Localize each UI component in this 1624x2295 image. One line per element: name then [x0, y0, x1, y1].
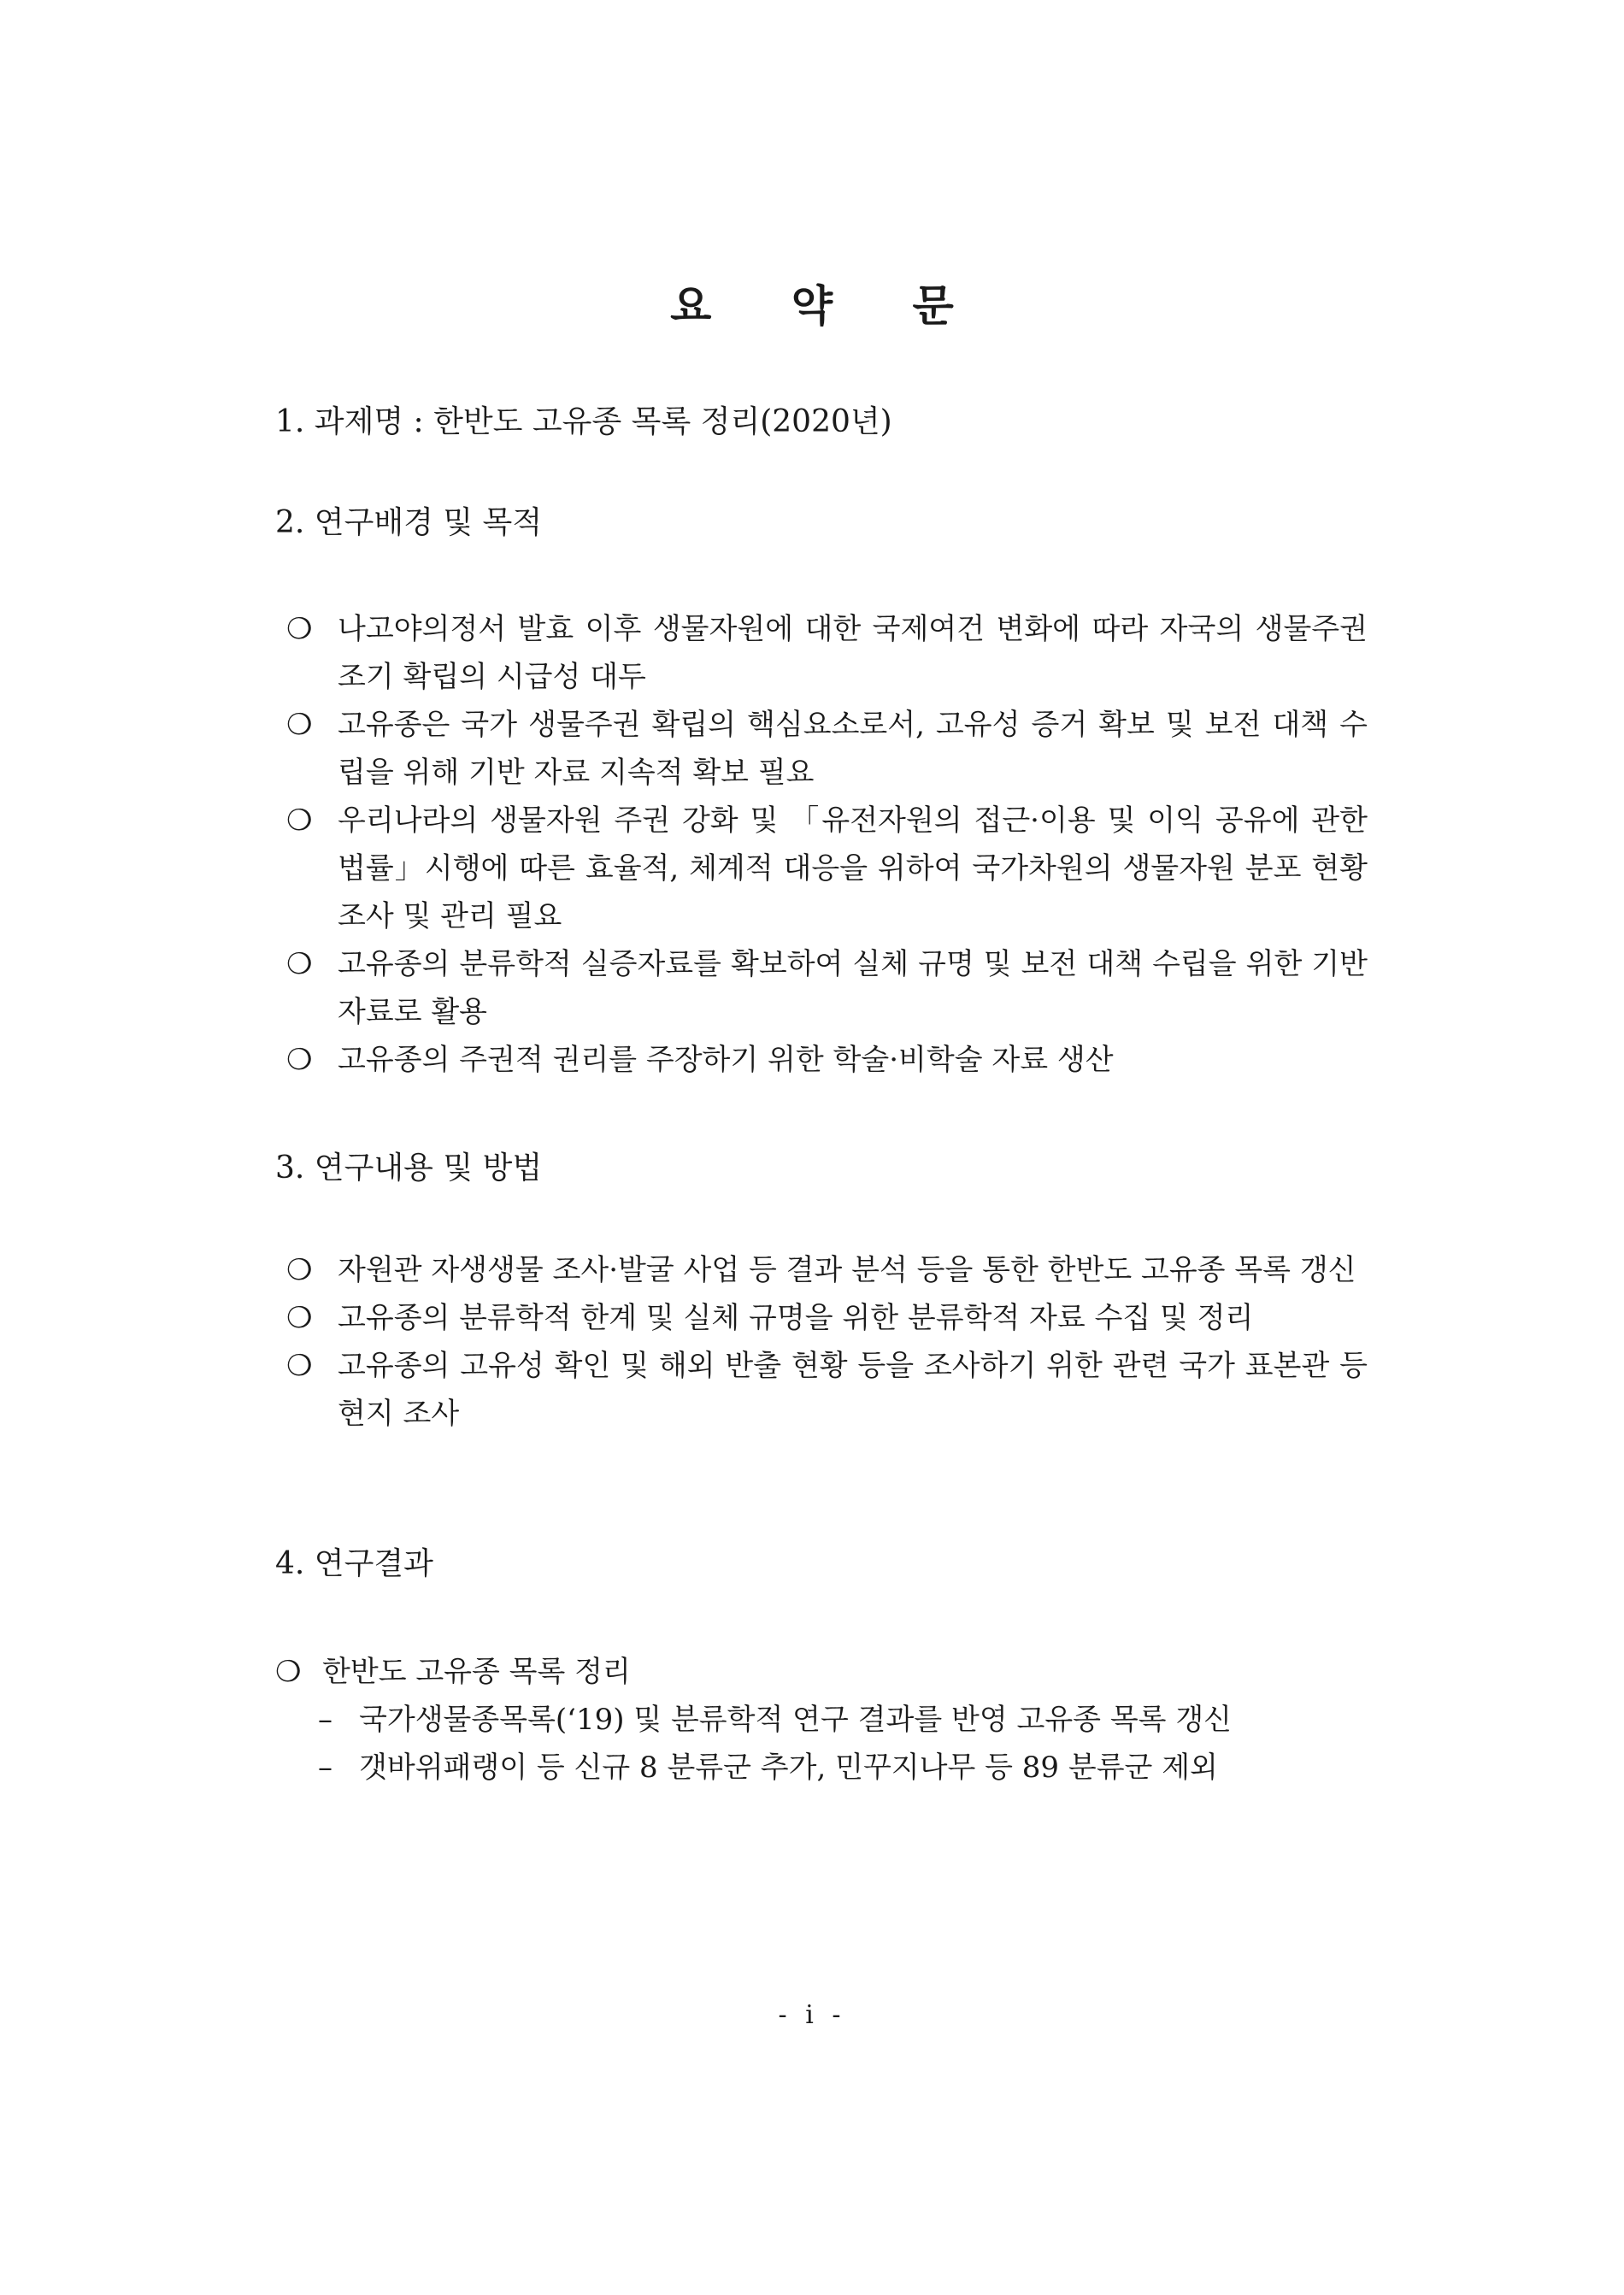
circle-bullet-icon: ❍ — [286, 1043, 313, 1077]
section-4-list — [275, 1648, 1386, 1792]
circle-bullet-icon: ❍ — [286, 1301, 313, 1335]
dash-bullet-icon: – — [318, 1751, 332, 1785]
dash-bullet-icon: – — [318, 1703, 332, 1737]
section-3-list — [286, 1246, 1368, 1438]
circle-bullet-icon: ❍ — [286, 708, 313, 742]
sub-list-item: – 갯바위패랭이 등 신규 8 분류군 추가, 민꾸지나무 등 89 분류군 제외 — [275, 1744, 1386, 1792]
section-3-heading: 3. 연구내용 및 방법 — [275, 1150, 543, 1186]
list-item: ❍ 한반도 고유종 목록 정리 — [275, 1648, 1386, 1696]
list-item: ❍ 고유종의 고유성 확인 및 해외 반출 현황 등을 조사하기 위한 관련 국가 표본관 등 현지 조사 — [286, 1342, 1368, 1438]
list-item: ❍ 고유종은 국가 생물주권 확립의 핵심요소로서, 고유성 증거 확보 및 보전 대책 수립을 위해 기반 자료 지속적 확보 필요 — [286, 701, 1368, 797]
section-2-list — [286, 605, 1368, 1084]
list-item: ❍ 고유종의 분류학적 한계 및 실체 규명을 위한 분류학적 자료 수집 및 정리 — [286, 1294, 1368, 1342]
list-item: ❍ 우리나라의 생물자원 주권 강화 및 「유전자원의 접근·이용 및 이익 공유에 관한 법률」시행에 따른 효율적, 체계적 대응을 위하여 국가차원의 생물자원 분포 현황 조사 및 관리 필요 — [286, 797, 1368, 940]
section-4-heading: 4. 연구결과 — [275, 1546, 433, 1581]
circle-bullet-icon: ❍ — [286, 947, 313, 981]
sub-list-item: – 국가생물종목록(‘19) 및 분류학적 연구 결과를 반영 고유종 목록 갱신 — [275, 1696, 1386, 1744]
circle-bullet-icon: ❍ — [286, 1253, 313, 1287]
circle-bullet-icon: ❍ — [286, 612, 313, 646]
circle-bullet-icon: ❍ — [286, 1349, 313, 1383]
circle-bullet-icon: ❍ — [286, 803, 313, 838]
section-2-heading: 2. 연구배경 및 목적 — [275, 505, 543, 540]
list-item: ❍ 자원관 자생생물 조사·발굴 사업 등 결과 분석 등을 통한 한반도 고유종 목록 갱신 — [286, 1246, 1368, 1294]
page-number: - i - — [778, 2000, 846, 2030]
list-item: ❍ 나고야의정서 발효 이후 생물자원에 대한 국제여건 변화에 따라 자국의 생물주권 조기 확립의 시급성 대두 — [286, 605, 1368, 701]
page-title: 요 약 문 — [670, 280, 986, 331]
list-item: ❍ 고유종의 분류학적 실증자료를 확보하여 실체 규명 및 보전 대책 수립을 위한 기반 자료로 활용 — [286, 940, 1368, 1036]
circle-bullet-icon: ❍ — [275, 1655, 302, 1689]
section-1-heading: 1. 과제명 : 한반도 고유종 목록 정리(2020년) — [275, 404, 892, 439]
list-item: ❍ 고유종의 주권적 권리를 주장하기 위한 학술·비학술 자료 생산 — [286, 1036, 1368, 1084]
